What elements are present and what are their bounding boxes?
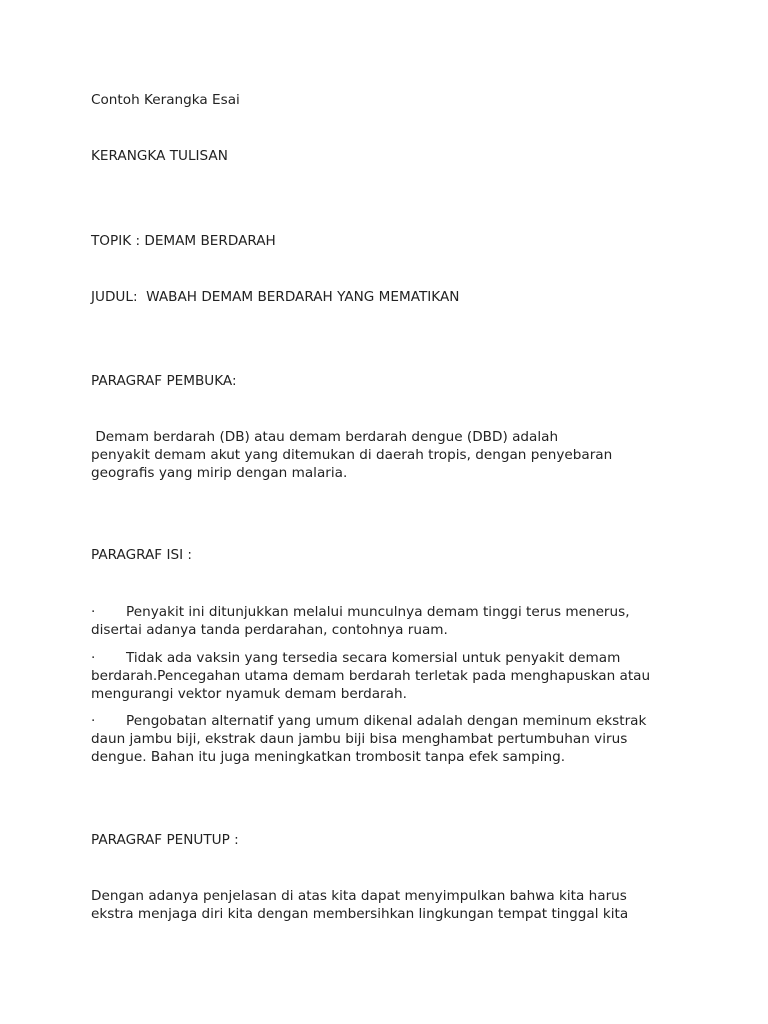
- opening-line: Demam berdarah (DB) atau demam berdarah dengue (DBD) adalah: [91, 429, 559, 445]
- title-line: JUDUL: WABAH DEMAM BERDARAH YANG MEMATIKAN: [91, 289, 460, 305]
- body-heading: PARAGRAF ISI :: [91, 547, 192, 563]
- bullet-item: [91, 712, 671, 766]
- document-title: Contoh Kerangka Esai: [91, 92, 240, 108]
- bullet-item: [91, 603, 671, 639]
- bullet-line: Penyakit ini ditunjukkan melalui munculnya demam tinggi terus menerus,: [126, 604, 630, 620]
- opening-heading: PARAGRAF PEMBUKA:: [91, 373, 237, 389]
- closing-line: Dengan adanya penjelasan di atas kita dapat menyimpulkan bahwa kita harus: [91, 888, 627, 904]
- bullet-line: Tidak ada vaksin yang tersedia secara komersial untuk penyakit demam: [126, 650, 621, 666]
- closing-heading: PARAGRAF PENUTUP :: [91, 832, 239, 848]
- document-subtitle: KERANGKA TULISAN: [91, 148, 228, 164]
- bullet-line: mengurangi vektor nyamuk demam berdarah.: [91, 686, 407, 702]
- opening-paragraph: [91, 428, 671, 482]
- bullet-mark: ·: [91, 650, 96, 666]
- topic-line: TOPIK : DEMAM BERDARAH: [91, 233, 276, 249]
- closing-paragraph: [91, 887, 671, 923]
- bullet-mark: ·: [91, 713, 96, 729]
- closing-line: ekstra menjaga diri kita dengan membersihkan lingkungan tempat tinggal kita: [91, 906, 629, 922]
- bullet-line: disertai adanya tanda perdarahan, contohnya ruam.: [91, 622, 448, 638]
- bullet-line: daun jambu biji, ekstrak daun jambu biji bisa menghambat pertumbuhan virus: [91, 731, 628, 747]
- opening-line: penyakit demam akut yang ditemukan di daerah tropis, dengan penyebaran: [91, 447, 613, 463]
- bullet-line: dengue. Bahan itu juga meningkatkan trombosit tanpa efek samping.: [91, 749, 566, 765]
- bullet-mark: ·: [91, 604, 96, 620]
- bullet-line: berdarah.Pencegahan utama demam berdarah terletak pada menghapuskan atau: [91, 668, 651, 684]
- opening-line: geografis yang mirip dengan malaria.: [91, 465, 348, 481]
- bullet-item: [91, 649, 671, 703]
- bullet-line: Pengobatan alternatif yang umum dikenal adalah dengan meminum ekstrak: [126, 713, 647, 729]
